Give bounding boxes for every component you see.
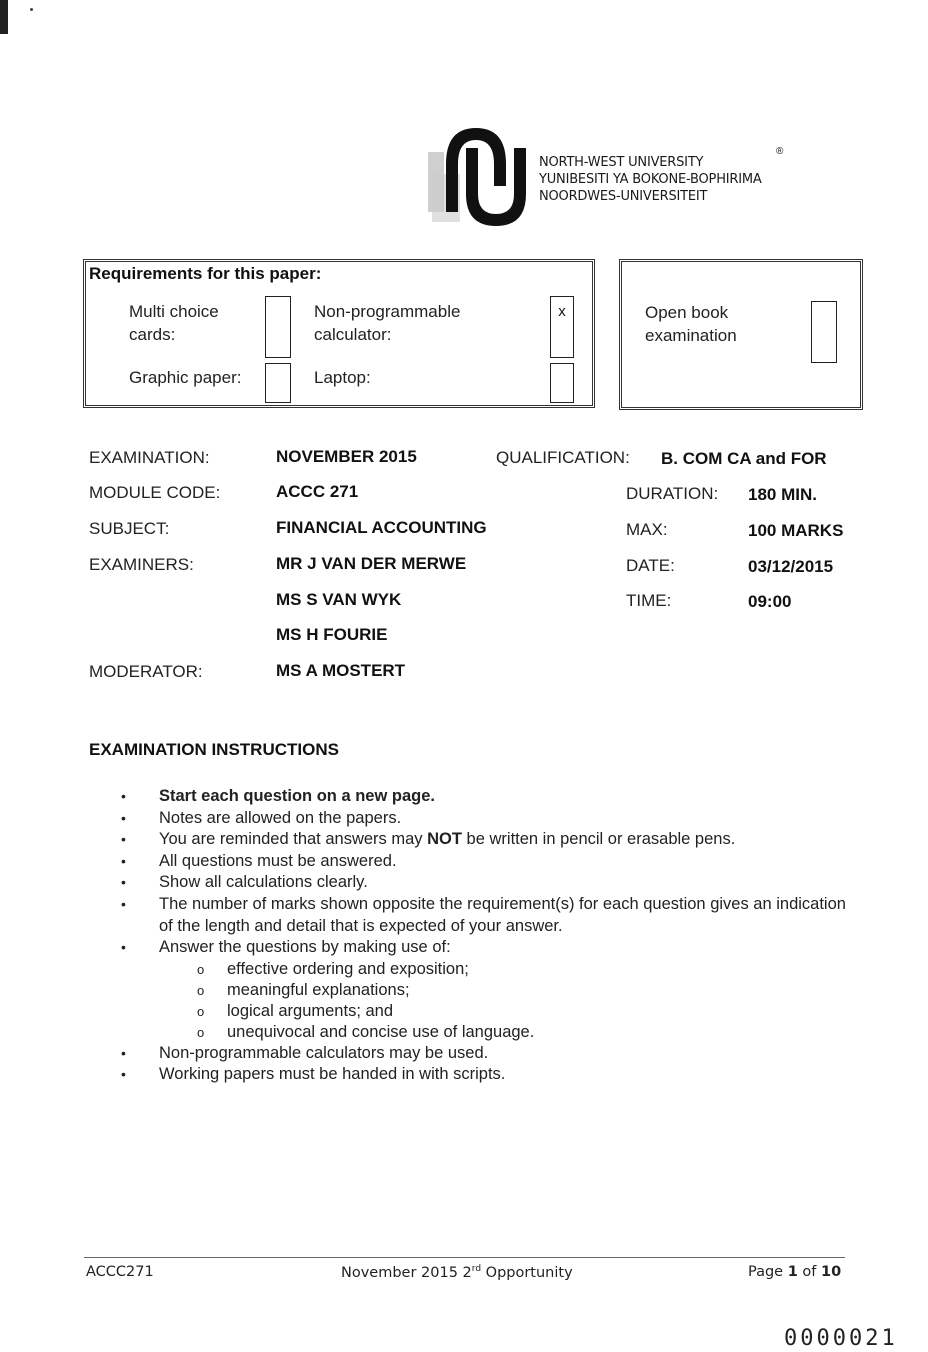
bullet-icon: • <box>121 809 126 826</box>
instruction-text: Notes are allowed on the papers. <box>159 808 402 827</box>
list-item <box>118 851 858 873</box>
circle-bullet-icon: o <box>197 982 205 998</box>
bullet-icon: • <box>121 852 126 869</box>
examiner-3: MS H FOURIE <box>276 625 388 644</box>
instruction-text: be written in pencil or erasable pens. <box>461 830 736 849</box>
list-item <box>118 937 858 1043</box>
instruction-text: Non-programmable calculators may be used. <box>159 1043 489 1062</box>
open-book-label: Open book examination <box>645 303 737 345</box>
page-word: Page <box>748 1264 788 1280</box>
footer-session-text: November 2015 2 <box>341 1264 472 1281</box>
moderator-label: MODERATOR: <box>89 662 203 681</box>
examiner-1: MR J VAN DER MERWE <box>276 554 467 573</box>
serial-number: 0000021 <box>784 1326 898 1351</box>
circle-bullet-icon: o <box>197 1024 205 1040</box>
date-value: 03/12/2015 <box>748 557 834 576</box>
bullet-icon: • <box>121 1066 126 1083</box>
checkbox-multi-choice[interactable] <box>265 296 291 358</box>
instruction-text: Working papers must be handed in with scripts. <box>159 1065 506 1084</box>
sub-list <box>159 959 858 1043</box>
req-label-multi-choice: Multi choice cards: <box>129 302 219 344</box>
max-label: MAX: <box>626 520 668 539</box>
university-name-line: YUNIBESITI YA BOKONE-BOPHIRIMA <box>539 172 762 187</box>
scan-mark <box>0 0 8 34</box>
sub-instruction-text: logical arguments; and <box>227 1001 394 1020</box>
bullet-icon: • <box>121 874 126 891</box>
bullet-icon: • <box>121 831 126 848</box>
time-value: 09:00 <box>748 592 792 611</box>
list-item <box>118 786 858 808</box>
instruction-text: Answer the questions by making use of: <box>159 938 451 957</box>
bullet-icon: • <box>121 1044 126 1061</box>
module-code-label: MODULE CODE: <box>89 483 221 502</box>
examination-label: EXAMINATION: <box>89 448 210 467</box>
sub-instruction-text: unequivocal and concise use of language. <box>227 1022 535 1041</box>
bullet-icon: • <box>121 939 126 956</box>
list-item <box>118 894 858 937</box>
page-current: 1 <box>787 1264 798 1280</box>
footer-page-number <box>748 1264 841 1280</box>
page-of: of <box>797 1264 822 1280</box>
checkbox-open-book[interactable] <box>811 301 837 363</box>
duration-value: 180 MIN. <box>748 485 817 504</box>
sub-list-item <box>159 1001 858 1022</box>
instruction-text: All questions must be answered. <box>159 851 397 870</box>
qualification-value: B. COM CA and FOR <box>661 449 827 468</box>
checkbox-graphic-paper[interactable] <box>265 363 291 403</box>
instructions-list <box>118 786 858 1086</box>
instruction-text: You are reminded that answers may <box>159 830 428 849</box>
examiner-2: MS S VAN WYK <box>276 590 402 609</box>
instruction-text: The number of marks shown opposite the requirement(s) for each question gives an indication of the length and detail that is expected of your answer. <box>159 894 846 935</box>
examination-value: NOVEMBER 2015 <box>276 447 417 466</box>
list-item <box>118 1064 858 1086</box>
university-name-line: NORTH-WEST UNIVERSITY <box>539 155 704 170</box>
subject-value: FINANCIAL ACCOUNTING <box>276 518 487 537</box>
circle-bullet-icon: o <box>197 961 205 977</box>
instruction-emphasis: NOT <box>427 830 462 849</box>
checkbox-laptop[interactable] <box>550 363 574 403</box>
bullet-icon: • <box>121 895 126 912</box>
university-name-line: NOORDWES-UNIVERSITEIT <box>539 189 708 204</box>
subject-label: SUBJECT: <box>89 519 170 538</box>
sub-instruction-text: effective ordering and exposition; <box>227 959 469 978</box>
list-item <box>118 829 858 851</box>
bullet-icon: • <box>121 788 126 804</box>
max-value: 100 MARKS <box>748 521 844 540</box>
req-label-graphic-paper: Graphic paper: <box>129 368 242 387</box>
list-item <box>118 808 858 830</box>
examiners-label: EXAMINERS: <box>89 555 194 574</box>
sub-list-item <box>159 980 858 1001</box>
checkbox-calculator[interactable]: x <box>550 296 574 358</box>
date-label: DATE: <box>626 556 675 575</box>
instruction-text: Show all calculations clearly. <box>159 873 368 892</box>
registered-mark: ® <box>776 146 784 157</box>
page-total: 10 <box>821 1264 842 1280</box>
scan-speck <box>30 8 33 11</box>
list-item <box>118 1043 858 1065</box>
duration-label: DURATION: <box>626 484 719 503</box>
module-code-value: ACCC 271 <box>276 482 359 501</box>
footer-session <box>341 1264 573 1281</box>
instructions-title: EXAMINATION INSTRUCTIONS <box>89 740 339 759</box>
time-label: TIME: <box>626 591 672 610</box>
university-logo <box>426 124 536 228</box>
circle-bullet-icon: o <box>197 1003 205 1019</box>
footer-module-code: ACCC271 <box>86 1264 154 1280</box>
req-label-calculator: Non-programmable calculator: <box>314 302 461 344</box>
footer-divider <box>84 1257 845 1258</box>
qualification-label: QUALIFICATION: <box>496 448 630 467</box>
list-item <box>118 872 858 894</box>
footer-session-text-end: Opportunity <box>481 1264 573 1281</box>
instruction-text: Start each question on a new page. <box>159 787 435 805</box>
moderator-value: MS A MOSTERT <box>276 661 406 680</box>
req-label-laptop: Laptop: <box>314 368 371 387</box>
sub-list-item <box>159 1022 858 1043</box>
university-name <box>539 154 762 205</box>
requirements-title: Requirements for this paper: <box>89 264 322 283</box>
sub-instruction-text: meaningful explanations; <box>227 980 410 999</box>
sub-list-item <box>159 959 858 980</box>
footer-session-sup: rd <box>471 1264 482 1274</box>
